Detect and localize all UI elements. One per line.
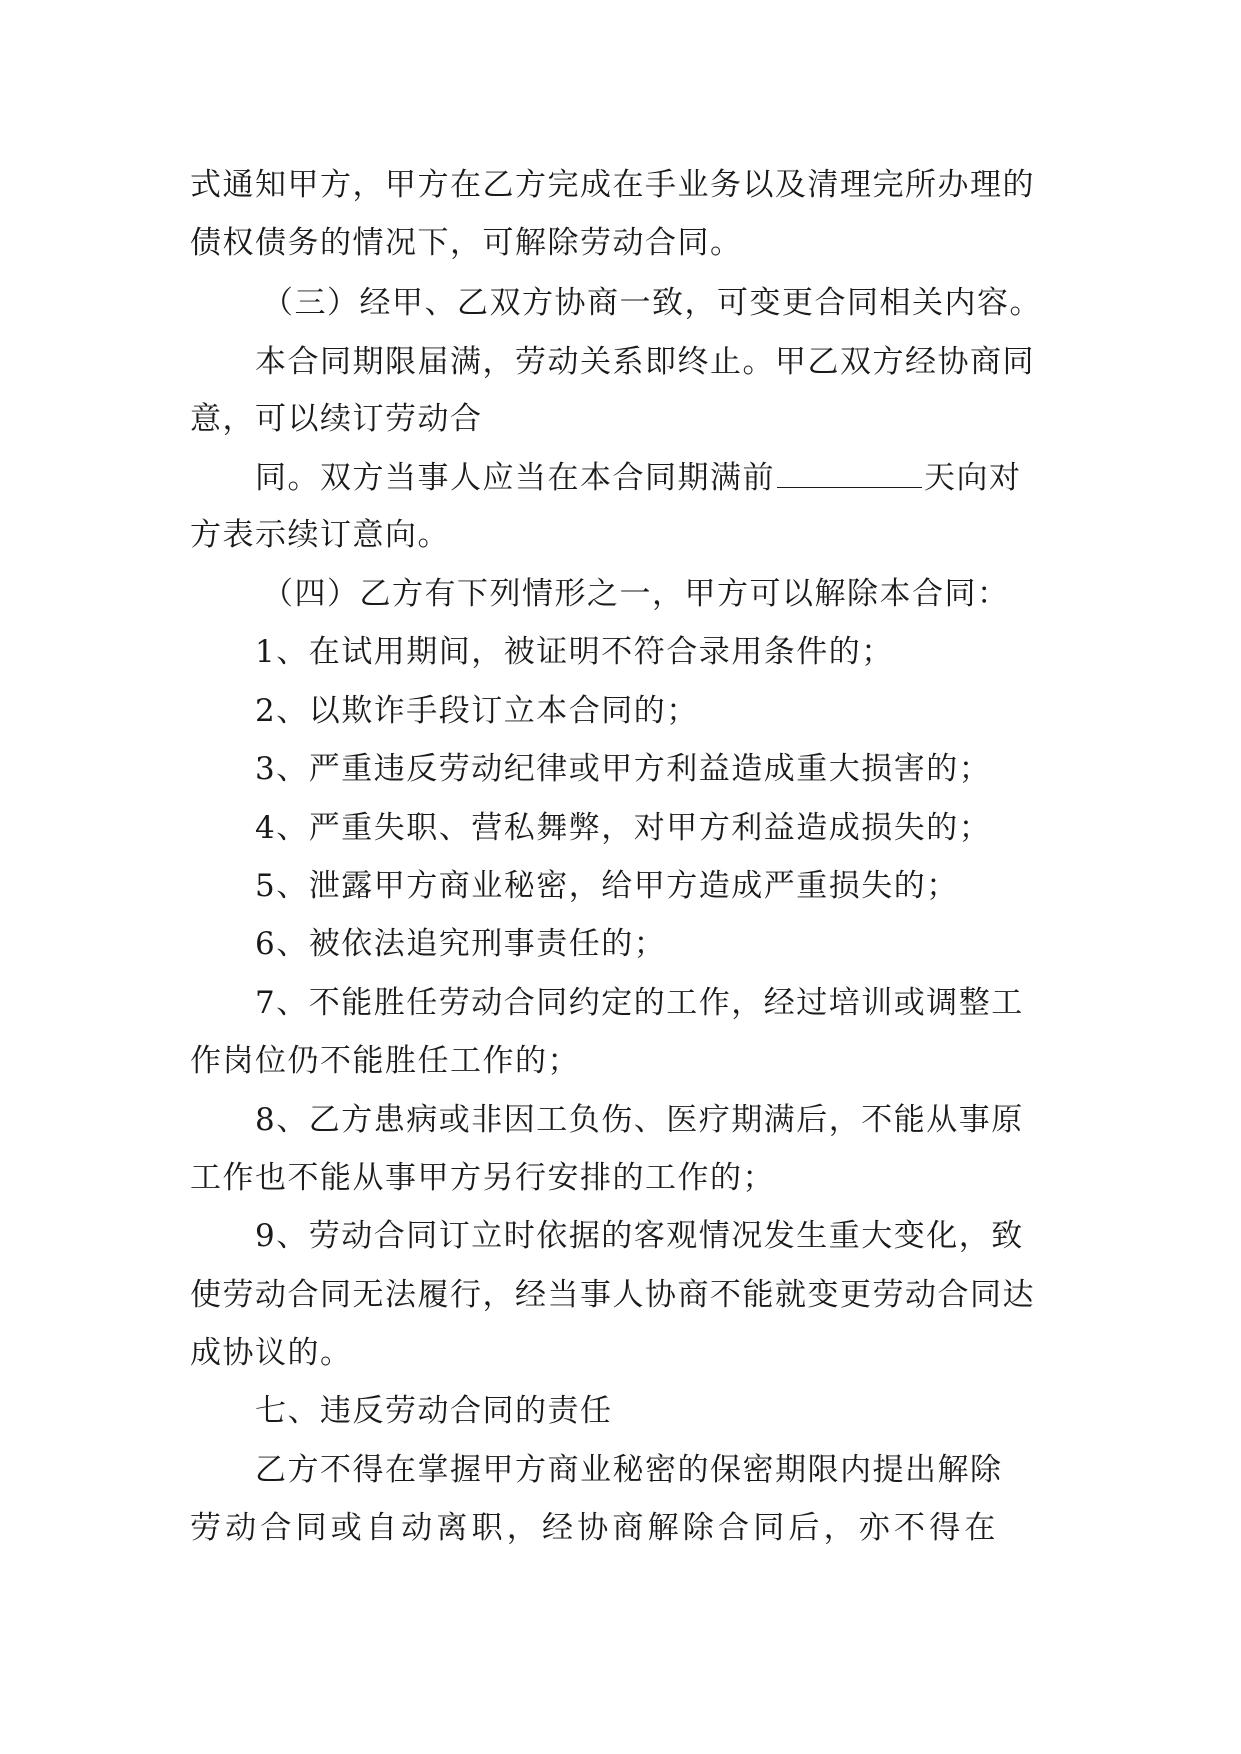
list-item: 1、在试用期间，被证明不符合录用条件的； [255,634,894,670]
text-line: 成协议的。 [190,1335,353,1371]
text-line: 作岗位仍不能胜任工作的； [190,1043,580,1079]
list-item: 8、乙方患病或非因工负伤、医疗期满后，不能从事原 [255,1102,1024,1138]
text-line: （三）经甲、乙双方协商一致，可变更合同相关内容。 [262,285,1042,321]
list-item: 4、严重失职、营私舞弊，对甲方利益造成损失的； [255,810,992,846]
list-item: 5、泄露甲方商业秘密，给甲方造成严重损失的； [255,868,959,904]
text-segment: 天向对 [924,460,1022,496]
list-item: 9、劳动合同订立时依据的客观情况发生重大变化，致 [255,1218,1024,1254]
fill-in-blank [777,457,922,488]
text-line: 乙方不得在掌握甲方商业秘密的保密期限内提出解除 [255,1452,1003,1488]
text-line: 本合同期限届满，劳动关系即终止。甲乙双方经协商同 [255,344,1035,380]
text-line-with-blank [255,457,1115,498]
text-line: 方表示续订意向。 [190,517,450,553]
text-line: 意，可以续订劳动合 [190,401,483,437]
text-line: 式通知甲方，甲方在乙方完成在手业务以及清理完所办理的 [190,167,1035,203]
text-segment: 同。双方当事人应当在本合同期满前 [255,460,775,496]
text-line: 债权债务的情况下，可解除劳动合同。 [190,225,743,261]
text-line: （四）乙方有下列情形之一，甲方可以解除本合同： [262,576,1010,612]
text-line: 工作也不能从事甲方另行安排的工作的； [190,1160,775,1196]
list-item: 7、不能胜任劳动合同约定的工作，经过培训或调整工 [255,985,1024,1021]
list-item: 6、被依法追究刑事责任的； [255,926,667,962]
list-item: 2、以欺诈手段订立本合同的； [255,693,699,729]
section-heading: 七、违反劳动合同的责任 [255,1393,613,1429]
text-line: 使劳动合同无法履行，经当事人协商不能就变更劳动合同达 [190,1277,1035,1313]
text-line: 劳动合同或自动离职，经协商解除合同后，亦不得在 [190,1510,1000,1546]
list-item: 3、严重违反劳动纪律或甲方利益造成重大损害的； [255,751,992,787]
